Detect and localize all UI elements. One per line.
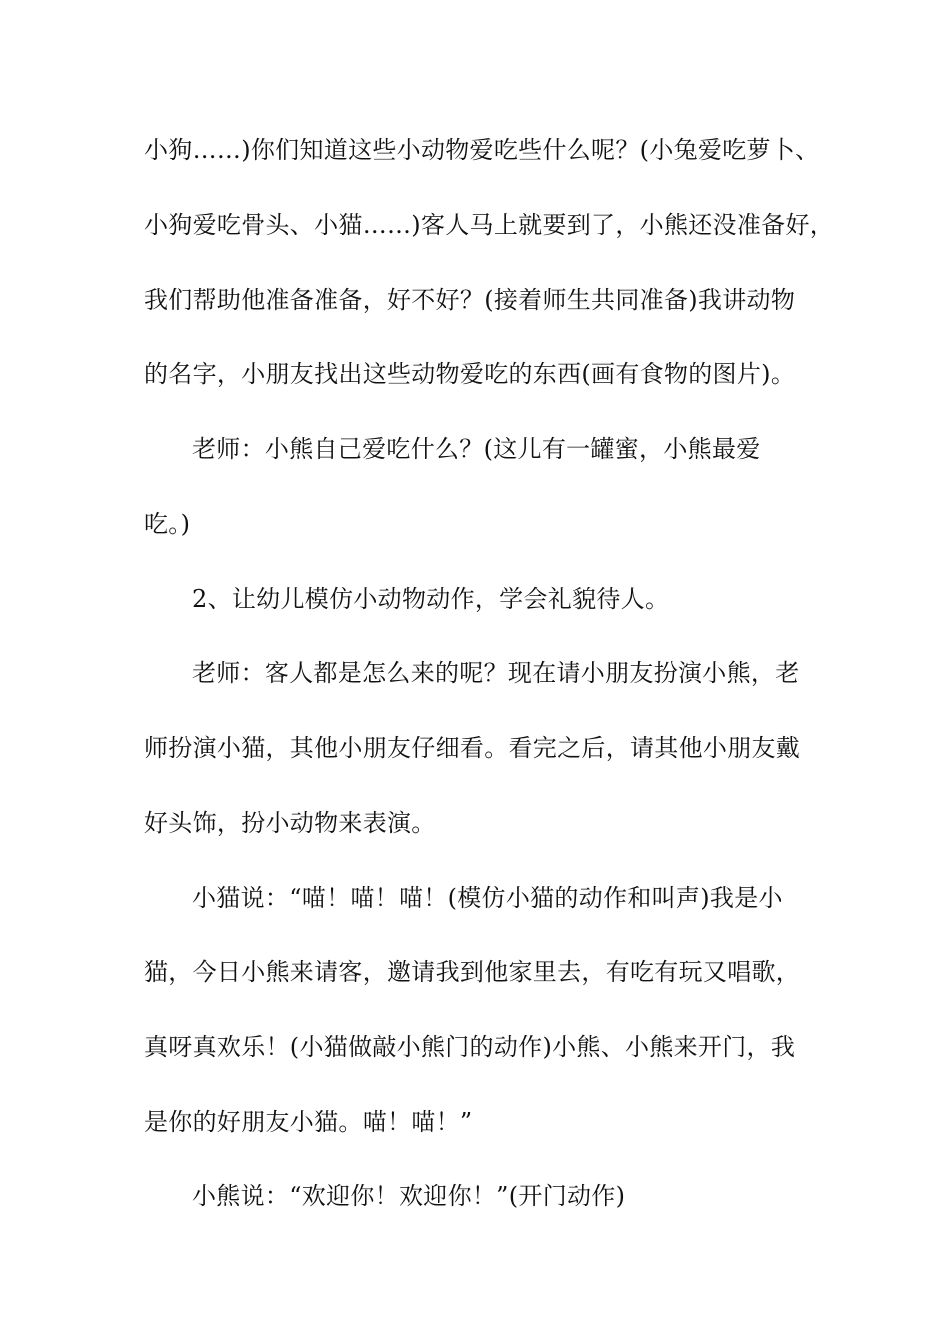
text-line-10: 好头饰，扮小动物来表演。	[144, 809, 436, 837]
section-heading-2: 2、让幼儿模仿小动物动作，学会礼貌待人。	[192, 585, 670, 613]
text-line-2: 小狗爱吃骨头、小猫……)客人马上就要到了，小熊还没准备好，	[144, 211, 835, 239]
text-line-3: 我们帮助他准备准备，好不好？(接着师生共同准备)我讲动物	[144, 286, 796, 314]
text-line-14: 是你的好朋友小猫。喵！喵！”	[144, 1108, 473, 1136]
text-line-5: 老师：小熊自己爱吃什么？(这儿有一罐蜜，小熊最爱	[192, 435, 761, 463]
text-line-13: 真呀真欢乐！(小猫做敲小熊门的动作)小熊、小熊来开门，我	[144, 1033, 796, 1061]
text-line-11: 小猫说：“喵！喵！喵！(模仿小猫的动作和叫声)我是小	[192, 884, 783, 912]
text-line-8: 老师：客人都是怎么来的呢？现在请小朋友扮演小熊，老	[192, 659, 800, 687]
text-line-1: 小狗……)你们知道这些小动物爱吃些什么呢？(小兔爱吃萝卜、	[144, 136, 820, 164]
text-line-4: 的名字，小朋友找出这些动物爱吃的东西(画有食物的图片)。	[144, 360, 796, 388]
text-line-9: 师扮演小猫，其他小朋友仔细看。看完之后，请其他小朋友戴	[144, 734, 801, 762]
text-line-6: 吃。)	[144, 510, 191, 538]
text-line-12: 猫，今日小熊来请客，邀请我到他家里去，有吃有玩又唱歌，	[144, 958, 801, 986]
text-line-15: 小熊说：“欢迎你！欢迎你！”(开门动作)	[192, 1182, 626, 1210]
